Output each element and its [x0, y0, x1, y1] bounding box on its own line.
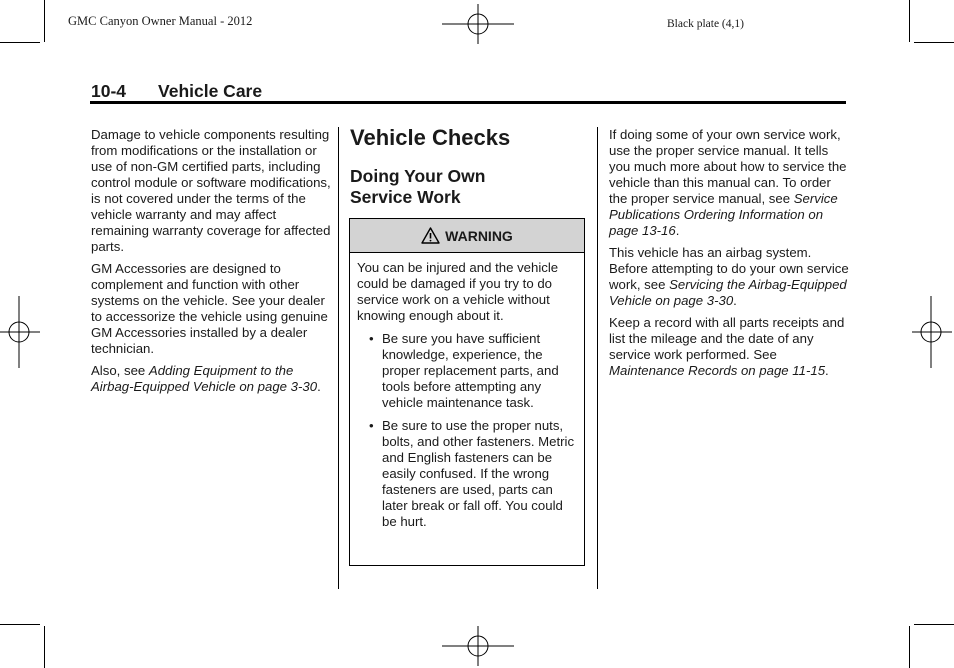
registration-mark-icon — [0, 296, 40, 368]
warning-intro: You can be injured and the vehicle could be damaged if you try to do service work on a vehicle without knowing enough about it. — [357, 260, 559, 323]
crop-mark — [914, 624, 954, 625]
warning-box — [349, 218, 585, 566]
warning-bullet — [357, 418, 577, 530]
column-divider — [597, 127, 598, 589]
column-left — [91, 127, 331, 401]
warning-bullet — [357, 331, 577, 411]
paragraph: Damage to vehicle components resulting from modifications or the installation or use of non-GM certified parts, including control module or software modifications, is not covered under the terms of the vehicle warranty and may affect remaining warranty coverage for affected parts. — [91, 127, 331, 254]
subheading-service-work: Doing Your Own Service Work — [350, 166, 486, 207]
cross-reference-link[interactable]: Adding Equipment to the Airbag-Equipped Vehicle on page 3-30 — [91, 363, 318, 394]
bullet-text: Be sure to use the proper nuts, bolts, and other fasteners. Metric and English fasteners can be easily confused. If the wrong fasteners are used, parts can later break or fall off. You could be hurt. — [382, 418, 575, 529]
warning-body — [350, 253, 584, 530]
column-divider — [338, 127, 339, 589]
crop-mark — [0, 624, 40, 625]
crop-mark — [914, 42, 954, 43]
registration-mark-icon — [442, 4, 514, 44]
paragraph — [91, 363, 331, 395]
section-heading — [91, 81, 262, 102]
text: . — [675, 223, 680, 238]
text: If doing some of your own service work, use the proper service manual. It tells you much more about how to service the vehicle than this manual can. To order the proper service manual, see — [609, 127, 847, 206]
heading-vehicle-checks: Vehicle Checks — [350, 125, 511, 150]
text: This vehicle has an airbag system. Before attempting to do your own service work, see — [609, 245, 849, 292]
text: Keep a record with all parts receipts and list the mileage and the date of any service work performed. See — [609, 315, 845, 362]
warning-triangle-icon — [421, 227, 440, 244]
warning-header — [350, 219, 584, 253]
paragraph — [609, 127, 849, 239]
registration-mark-icon — [912, 296, 952, 368]
crop-mark — [0, 42, 40, 43]
page-number: 10-4 — [91, 81, 127, 101]
paragraph — [609, 315, 849, 379]
warning-label: WARNING — [445, 227, 513, 244]
crop-mark — [44, 0, 45, 42]
text: . — [317, 379, 321, 394]
bullet-icon: • — [369, 418, 374, 433]
registration-mark-icon — [442, 626, 514, 666]
plate-label: Black plate (4,1) — [667, 18, 744, 30]
bullet-icon: • — [369, 331, 374, 346]
crop-mark — [909, 626, 910, 668]
manual-title-header: GMC Canyon Owner Manual - 2012 — [68, 14, 253, 28]
paragraph — [609, 245, 849, 309]
section-rule — [90, 101, 846, 104]
section-title: Vehicle Care — [158, 81, 263, 101]
crop-mark — [909, 0, 910, 42]
text: . — [825, 363, 829, 378]
cross-reference-link[interactable]: Servicing the Airbag-Equipped Vehicle on page 3-30 — [609, 277, 847, 308]
paragraph: GM Accessories are designed to complement and function with other systems on the vehicle. See your dealer to accessorize the vehicle using genuine GM Accessories installed by a dealer technician. — [91, 261, 328, 356]
text: . — [733, 293, 737, 308]
text: Also, see — [91, 363, 149, 378]
bullet-text: Be sure you have sufficient knowledge, experience, the proper replacement parts, and tools before attempting any vehicle maintenance task. — [382, 331, 559, 410]
column-right — [609, 127, 849, 385]
cross-reference-link[interactable]: Maintenance Records on page 11-15 — [609, 363, 826, 378]
cross-reference-link[interactable]: Service Publications Ordering Information on page 13-16 — [609, 191, 838, 238]
crop-mark — [44, 626, 45, 668]
